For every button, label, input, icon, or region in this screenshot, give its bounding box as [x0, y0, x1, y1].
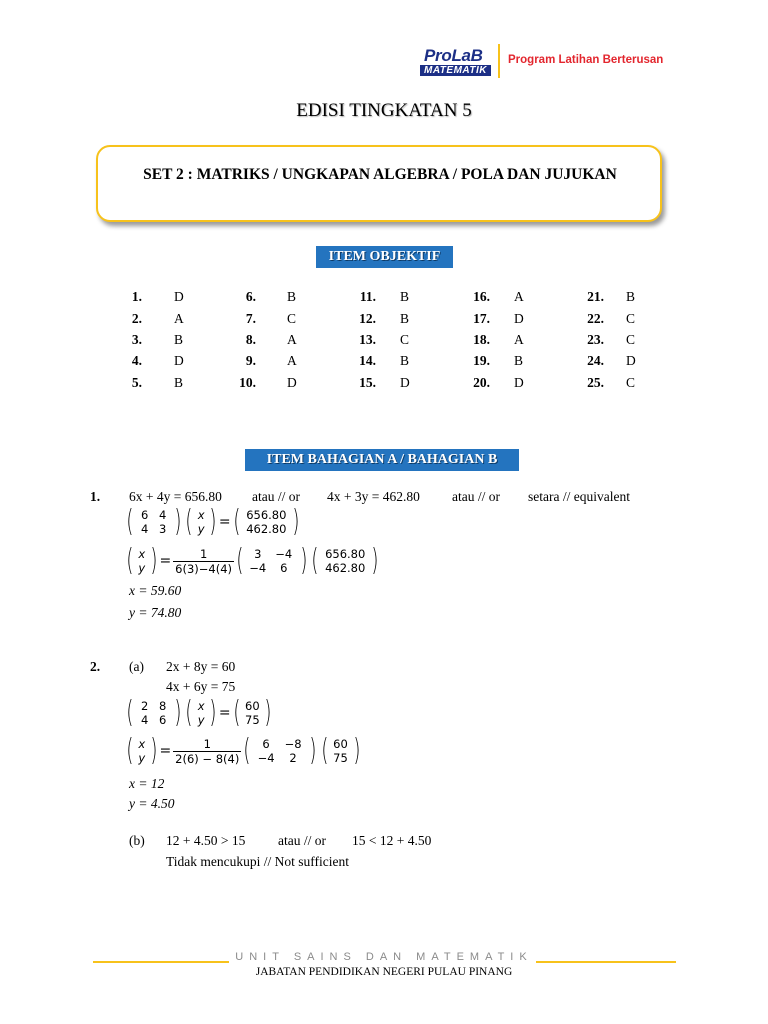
q2-x-answer: x = 12 — [129, 776, 165, 791]
answer-row — [0, 311, 768, 333]
answer-number: 17. — [473, 311, 490, 326]
answer-number: 13. — [359, 332, 376, 347]
q1-atau-or-1: atau // or — [252, 489, 300, 504]
answer-number: 7. — [245, 311, 256, 326]
q2-coefficient-matrix: ( 2 8 4 6 ) ( x y ) = ( 60 75 ) — [126, 695, 272, 730]
answer-row — [0, 375, 768, 397]
objective-section-label: ITEM OBJEKTIF — [316, 246, 453, 268]
answer-letter: A — [287, 332, 297, 347]
q1-coefficient-matrix: ( 6 4 4 3 ) ( x y ) = ( 656.80 462.80 ) — [126, 504, 300, 539]
q2-equation-1: 2x + 8y = 60 — [166, 659, 236, 674]
answer-letter: D — [174, 353, 184, 368]
answer-letter: D — [400, 375, 410, 390]
q2-y-answer: y = 4.50 — [129, 796, 175, 811]
answer-number: 4. — [131, 353, 142, 368]
answer-row — [0, 332, 768, 354]
logo-sub-text: MATEMATIK — [420, 65, 491, 76]
answer-letter: B — [400, 353, 410, 368]
answer-letter: D — [514, 375, 524, 390]
answer-letter: B — [400, 289, 410, 304]
logo-main-text: ProLaB — [424, 46, 483, 65]
answer-number: 19. — [473, 353, 490, 368]
answer-number: 21. — [587, 289, 604, 304]
answer-letter: C — [626, 311, 636, 326]
answer-letter: D — [287, 375, 297, 390]
q2-inverse-equation: ( x y ) = $\frac{1}{2(6) - 8(4)}$ ( 6 −8 −4 2 ) ( 60 75 ) — [126, 733, 360, 768]
answer-number: 3. — [131, 332, 142, 347]
answer-number: 25. — [587, 375, 604, 390]
answer-number: 10. — [239, 375, 256, 390]
logo-divider — [498, 44, 500, 78]
answer-letter: B — [400, 311, 410, 326]
answer-row — [0, 353, 768, 375]
answer-number: 12. — [359, 311, 376, 326]
answer-letter: B — [287, 289, 297, 304]
answer-number: 9. — [245, 353, 256, 368]
answer-number: 6. — [245, 289, 256, 304]
answer-letter: B — [174, 375, 184, 390]
answer-letter: D — [514, 311, 524, 326]
answer-number: 14. — [359, 353, 376, 368]
answer-number: 8. — [245, 332, 256, 347]
q1-x-answer: x = 59.60 — [129, 583, 182, 598]
answer-letter: A — [174, 311, 184, 326]
answer-number: 15. — [359, 375, 376, 390]
answer-letter: C — [400, 332, 410, 347]
q2-b-inequality-2: 15 < 12 + 4.50 — [352, 833, 432, 848]
program-label: Program Latihan Berterusan — [508, 54, 664, 66]
answer-letter: C — [626, 332, 636, 347]
answer-number: 5. — [131, 375, 142, 390]
answer-number: 2. — [131, 311, 142, 326]
answer-number: 18. — [473, 332, 490, 347]
answer-number: 24. — [587, 353, 604, 368]
q2-b-inequality-1: 12 + 4.50 > 15 — [166, 833, 246, 848]
answer-letter: B — [626, 289, 636, 304]
answer-number: 20. — [473, 375, 490, 390]
q1-equation-1: 6x + 4y = 656.80 — [129, 489, 222, 504]
q2-part-b-label: (b) — [129, 833, 145, 848]
q1-equation-2: 4x + 3y = 462.80 — [327, 489, 420, 504]
q1-inverse-equation: ( x y ) = $\frac{1}{6(3)-4(4)}$ ( 3 −4 −4 6 ) ( 656.80 462.80 ) — [126, 543, 379, 578]
answer-number: 22. — [587, 311, 604, 326]
set-title: SET 2 : MATRIKS / UNGKAPAN ALGEBRA / POLA DAN JUJUKAN — [143, 166, 617, 183]
answer-letter: A — [514, 289, 524, 304]
answer-letter: C — [626, 375, 636, 390]
q2-part-a-label: (a) — [129, 659, 144, 674]
q2-equation-2: 4x + 6y = 75 — [166, 679, 236, 694]
answer-letter: A — [514, 332, 524, 347]
footer-department: JABATAN PENDIDIKAN NEGERI PULAU PINANG — [255, 966, 513, 978]
footer-unit: UNIT SAINS DAN MATEMATIK — [235, 951, 533, 963]
answer-letter: D — [174, 289, 184, 304]
question-2-number: 2. — [90, 659, 101, 674]
answer-letter: D — [626, 353, 636, 368]
answer-letter: B — [514, 353, 524, 368]
q1-y-answer: y = 74.80 — [129, 605, 182, 620]
q1-setara-equivalent: setara // equivalent — [528, 489, 630, 504]
page-title: EDISI TINGKATAN 5 — [296, 100, 472, 121]
answer-letter: C — [287, 311, 297, 326]
answer-number: 16. — [473, 289, 490, 304]
bahagian-section-label: ITEM BAHAGIAN A / BAHAGIAN B — [245, 449, 519, 471]
answer-letter: A — [287, 353, 297, 368]
q1-atau-or-2: atau // or — [452, 489, 500, 504]
question-1-number: 1. — [90, 489, 101, 504]
answer-letter: B — [174, 332, 184, 347]
answer-number: 11. — [359, 289, 376, 304]
answer-number: 23. — [587, 332, 604, 347]
answer-number: 1. — [131, 289, 142, 304]
q2-b-atau-or: atau // or — [278, 833, 326, 848]
answer-row — [0, 289, 768, 311]
q2-b-conclusion: Tidak mencukupi // Not sufficient — [166, 854, 349, 869]
